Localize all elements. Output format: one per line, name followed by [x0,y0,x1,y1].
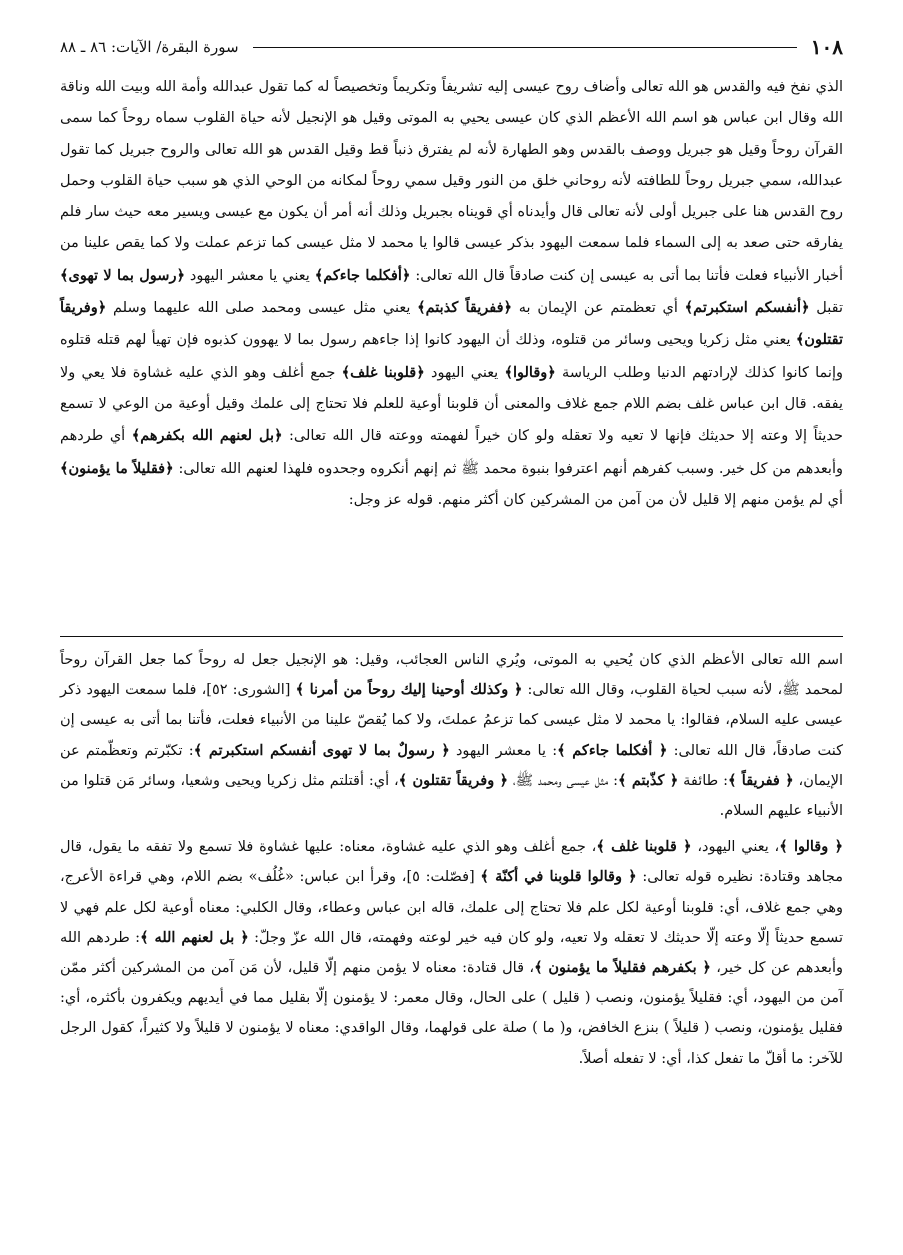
quran-quote: ﴿ رسولٌ بما لا تهوى أنفسكم استكبرتم ﴾ [193,741,450,759]
text-segment: : مثل عيسى ومحمد ﷺ، [508,772,619,789]
page-number: ١٠٨ [810,35,843,59]
quran-quote: ﴿ وقالوا ﴾ [779,838,843,856]
quran-quote: ﴿ أفكلما جاءكم ﴾ [557,741,668,759]
quran-quote: ﴿ ففريقاً ﴾ [727,771,794,789]
quran-quote: ﴿ بل لعنهم الله ﴾ [140,928,249,946]
footnote-paragraph [60,645,843,826]
text-segment: [الشورى: ٥٢]، فلما سمعت اليهود ذكر عيسى عليه السلام، فقالوا: يا محمد لا مثل عيسى كما تزعمُ عملتَ، ولا كما يُقصّ علينا من الأنبياء فعلت، فأتنا بما أتى به عيسى إن كنت صادقاً، قال الله تعالى: [60,682,843,759]
text-segment: : طردهم الله وأبعدهم عن كل خير، [60,929,843,977]
main-paragraph [60,72,843,516]
text-segment: : طائفة [678,772,728,789]
text-segment: أي لم يؤمن منهم إلا قليل لأن من آمن من المشركين كان أكثر منهم. قوله عز وجل: [348,491,843,508]
text-segment: يعني يا معشر اليهود [184,267,315,284]
text-segment: ، جمع أغلف وهو الذي عليه غشاوة، معناه: عليها غشاوة فلا تسمع ولا تفقه ما يقول، قال مجاهد وقتادة: نظيره قوله تعالى: [60,839,844,886]
quran-quote: ﴿فقليلاً ما يؤمنون﴾ [60,459,174,477]
quran-quote: ﴿رسول بما لا تهوى﴾ [60,266,185,284]
quran-quote: ﴿ وقالوا قلوبنا في أكنّة ﴾ [480,868,637,886]
text-segment: أي تعظمتم عن الإيمان به [512,300,685,317]
footnotes [60,645,843,1080]
quran-quote: ﴿وفريقاً تقتلون﴾ [60,299,843,349]
quran-quote: ﴿ وفريقاً تقتلون ﴾ [398,771,509,789]
quran-quote: ﴿ قلوبنا غلف ﴾ [596,838,692,856]
text-segment: أي طردهم وأبعدهم من كل خير. وسبب كفرهم أنهم اعترفوا بنبوة محمد ﷺ ثم إنهم أنكروه وجحدوه فلهذا لعنهم الله تعالى: [60,428,843,477]
quran-quote: ﴿ وكذلك أوحينا إليك روحاً من أمرنا ﴾ [295,681,523,699]
quran-quote: ﴿أفكلما جاءكم﴾ [314,266,411,284]
quran-quote: ﴿ بكفرهم فقليلاً ما يؤمنون ﴾ [534,959,711,977]
text-segment: تقبل [809,300,844,317]
text-segment: ، قال قتادة: معناه لا يؤمن منهم إلّا قليل، لأن مَن آمن من المشركين أكثر ممّن آمن من اليهود، أي: فقليلاً يؤمنون، ونصب ( قليل ) على الحال، وقال معمر: لا يؤمنون إلّا بقليل مما في أيديهم ويكفرون بأكثره، أي: فقليل يؤمنون، ونصب ( قليلاً ) بنزع الخافض، و( ما ) صلة على قولهما، وقال الواقدي: معناه لا يؤمنون لا قليلاً ولا كثيراً، كقول الرجل للآخر: ما أقلّ ما تفعل كذا، أي: لا تفعله أصلاً. [60,960,843,1067]
text-segment: اسم الله تعالى الأعظم الذي كان يُحيي به الموتى، ويُري الناس العجائب، وقيل: هو الإنجيل جعل له روحاً كما جعل القرآن روحاً لمحمد ﷺ، لأنه سبب لحياة القلوب، وقال الله تعالى: [60,652,843,699]
quran-quote: ﴿وقالوا﴾ [504,363,556,381]
quran-quote: ﴿قلوبنا غلف﴾ [341,363,425,381]
text-segment: : يا معشر اليهود [449,742,558,759]
text-segment: ، يعني اليهود، [691,839,780,856]
footnote-paragraph [60,832,843,1074]
quran-quote: ﴿ففريقاً كذبتم﴾ [417,299,512,317]
text-segment: يعني اليهود [424,364,505,381]
text-segment: الذي نفخ فيه والقدس هو الله تعالى وأضاف روح عيسى إليه تشريفاً وتكريماً وتخصيصاً له كما تقول عبدالله وأمة الله وبيت الله وناقة الله وقال ابن عباس هو اسم الله الأعظم الذي كان عيسى يحيي به الموتى وقيل هو الإنجيل لأنه حياة القلوب سماه روحاً كما سمى القرآن روحاً وقيل هو جبريل ووصف بالقدس وهو الطهارة لأنه لم يفترق ذنباً قط وقيل القدس هو الله تعالى والروح جبريل كما تقول عبدالله، سمي جبريل روحاً للطافته لأنه روحاني خلق من النور وقيل سمي روحاً لمكانه من الوحي الذي هو سبب حياة القلوب وحمل روح القدس هنا على جبريل أولى لأنه تعالى قال وأيدناه أي قويناه بجبريل وذلك أنه أمر أن يكون مع عيسى ويسير معه حيث سار فلم يفارقه حتى صعد به إلى السماء فلما سمعت اليهود بذكر عيسى قالوا يا محمد لا مثل عيسى كما تزعم عملت ولا كما يقص علينا من أخبار الأنبياء فعلت فأتنا بما أتى به عيسى إن كنت صادقاً قال الله تعالى: [60,79,843,284]
footnote-divider [60,636,843,637]
text-segment: ، أي: أقتلتم مثل زكريا ويحيى وشعيا، وسائر مَن قتلوا من الأنبياء عليهم السلام. [60,772,843,820]
text-segment: : تكبّرتم وتعظّمتم عن الإيمان، [60,742,843,789]
text-segment: جمع أغلف وهو الذي عليه غشاوة فلا يعي ولا يفقه. قال ابن عباس غلف بضم اللام جمع غلاف والمعنى أن قلوبنا أوعية للعلم فلا تحتاج إلى علمك وقيل أوعية من الوعي لا تسمع حديثاً إلا وعته إلا حديثك فإنها لا تعيه ولا تعقله ولو كان خيراً لفهمته ووعته قال الله تعالى: [60,364,843,445]
text-segment: يعني مثل عيسى ومحمد صلى الله عليهما وسلم [106,300,418,317]
quran-quote: ﴿أنفسكم استكبرتم﴾ [684,299,810,317]
main-text [60,72,843,516]
header-title: سورة البقرة/ الآيات: ٨٦ ـ ٨٨ [60,38,239,56]
quran-quote: ﴿بل لعنهم الله بكفرهم﴾ [131,427,283,445]
text-segment: [فصّلت: ٥]، وقرأ ابن عباس: «غُلُف» بضم اللام، وهي قراءة الأعرج، وهي جمع غلاف، أي: قلوبنا أوعية لكل علم فلا تحتاج إلى علمك، قاله ابن عباس وعطاء، وقال الكلبي: معناه أوعية لكل علم فهي لا تسمع حديثاً إلّا وعته إلّا حديثك لا تعقله ولا تعيه، ولو كان فيه خير لوعته وفهمته، قال الله عزّ وجلّ: [60,869,843,946]
quran-quote: ﴿ كذّبتم ﴾ [618,771,679,789]
header-rule [253,47,797,48]
page-header [60,30,843,64]
text-segment: يعني مثل زكريا ويحيى وسائر من قتلوه، وذلك أن اليهود كانوا إذا جاءهم رسول بما لا يهوون كذبوه فإن تهيأ لهم قتله قتلوه وإنما كانوا كذلك لإرادتهم الدنيا وطلب الرياسة [60,332,843,381]
